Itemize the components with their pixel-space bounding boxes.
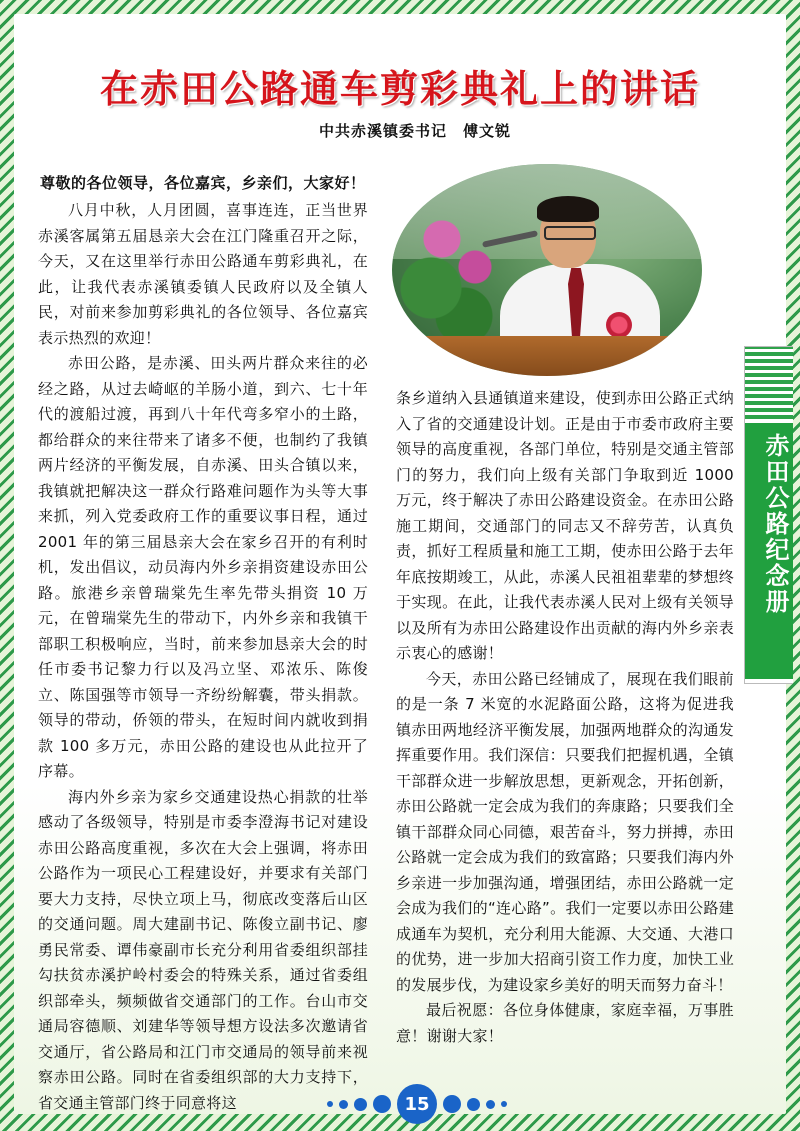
speaker-glasses [544, 226, 596, 240]
side-tab-stripes [745, 347, 793, 419]
paragraph: 最后祝愿：各位身体健康，家庭幸福，万事胜意！谢谢大家！ [396, 1001, 734, 1045]
dot-icon [373, 1095, 391, 1113]
dot-icon [354, 1098, 367, 1111]
article-title: 在赤田公路通车剪彩典礼上的讲话 [99, 66, 700, 111]
article-author: 中共赤溪镇委书记 傅文锐 [318, 122, 511, 140]
corsage [606, 312, 632, 338]
dot-icon [467, 1098, 480, 1111]
dot-icon [339, 1100, 348, 1109]
page-number-badge [0, 1084, 800, 1124]
paragraph: 海内外乡亲为家乡交通建设热心捐款的壮举感动了各级领导，特别是市委李澄海书记对建设赤田公路高度重视，多次在大会上强调，将赤田公路作为一项民心工程建设好，并要求有关部门要大力支持，尽快立项上马，彻底改变落后山区的交通问题。周大建副书记、陈俊立副书记、廖勇民常委、谭伟豪副市长充分利用省委组织部挂勾扶贫赤溪护岭村委会的特殊关系，通过省委组织部牵头，频频做省交通部门的工作。台山市交通局容德顺、刘建华等领导想方设法多次邀请省交通厅，省公路局和江门市交通局的领导前来视察赤田公路。同时在省委组织部的大力支持下，省交通主管部门终于同意将这 [38, 787, 368, 1112]
side-tab-label: 赤田公路纪念册 [761, 433, 789, 615]
flower-decoration [398, 204, 508, 344]
right-column [396, 386, 734, 1049]
dot-icon [327, 1101, 333, 1107]
speaker-hair [537, 196, 599, 222]
paragraph: 今天，赤田公路已经铺成了，展现在我们眼前的是一条 7 米宽的水泥路面公路，这将为促进我镇赤田两地经济平衡发展，加强两地群众的沟通发挥重要作用。我们深信：只要我们把握机遇，全镇干部群众进一步解放思想，更新观念，开拓创新，赤田公路就一定会成为我们的奔康路；只要我们全镇干部群众同心同德，艰苦奋斗，努力拼搏，赤田公路就一定会成为我们的致富路；只要我们海内外乡亲进一步加强沟通，增强团结，赤田公路就一定会成为我们的“连心路”。我们一定要以赤田公路建成通车为契机，充分利用大能源、大交通、大港口的优势，进一步加大招商引资工作力度，加快工业的发展步伐，为建设家乡美好的明天而努力奋斗！ [396, 669, 734, 994]
paragraph: 八月中秋，人月团圆，喜事连连，正当世界赤溪客属第五届恳亲大会在江门隆重召开之际，今天，又在这里举行赤田公路通车剪彩典礼，在此，让我代表赤溪镇委镇人民政府以及全镇人民，对前来参加剪彩典礼的各位领导、各位嘉宾表示热烈的欢迎！ [38, 201, 368, 347]
dot-icon [486, 1100, 495, 1109]
paragraph-continued: 条乡道纳入县通镇道来建设，使到赤田公路正式纳入了省的交通建设计划。正是由于市委市政府主要领导的高度重视，各部门单位，特别是交通主管部门的努力，我们向上级有关部门争取到近 1000 万元，终于解决了赤田公路建设资金。在赤田公路施工期间，交通部门的同志又不辞劳苦，认真负责，抓好工程质量和施工工期，使赤田公路于去年年底按期竣工，从此，赤溪人民祖祖辈辈的梦想终于实现。在此，让我代表赤溪人民对上级有关领导以及所有为赤田公路建设作出贡献的海内外乡亲表示衷心的感谢！ [396, 389, 734, 662]
dot-icon [443, 1095, 461, 1113]
left-column [38, 198, 368, 1116]
greeting: 尊敬的各位领导，各位嘉宾，乡亲们，大家好！ [40, 174, 366, 192]
dot-icon [501, 1101, 507, 1107]
side-tab [744, 346, 793, 684]
paragraph: 赤田公路，是赤溪、田头两片群众来往的必经之路，从过去崎岖的羊肠小道，到六、七十年代的渡船过渡，再到八十年代弯多窄小的土路，都给群众的来往带来了诸多不便，也制约了我镇两片经济的平衡发展，自赤溪、田头合镇以来，我镇就把解决这一群众行路难问题作为头等大事来抓，列入党委政府工作的重要议事日程，通过 2001 年的第三届恳亲大会在家乡召开的有利时机，发出倡议，动员海内外乡亲捐资建设赤田公路。旅港乡亲曾瑞棠先生率先带头捐资 10 万元，在曾瑞棠先生的带动下，内外乡亲和我镇干部职工积极响应，当时，前来参加恳亲大会的时任市委书记黎力行以及冯立坚、邓浓乐、陈俊立、陈国强等市领导一齐纷纷解囊，带头捐款。领导的带动，侨领的带头，在短时间内就收到捐款 100 多万元，赤田公路的建设也从此拉开了序幕。 [38, 354, 368, 780]
podium [422, 336, 692, 376]
page-number: 15 [397, 1084, 437, 1124]
speaker-photo [392, 164, 702, 376]
